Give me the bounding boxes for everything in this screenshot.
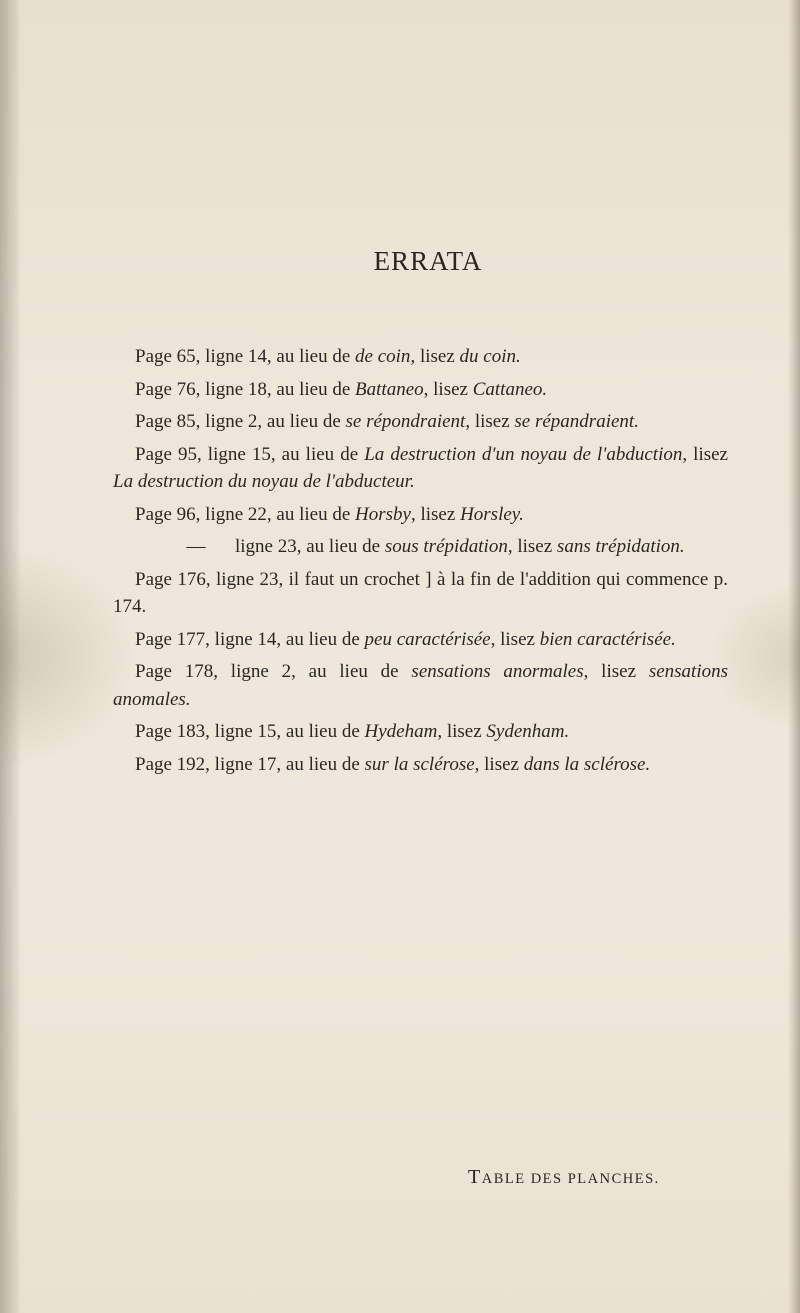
- entry-correct: Horsley.: [460, 503, 524, 525]
- entry-text: , lisez: [507, 536, 557, 557]
- entry-text: Page 85, ligne 2, au lieu de: [135, 411, 346, 432]
- entry-text: , lisez: [410, 346, 460, 367]
- errata-entry-1: [113, 343, 728, 371]
- errata-entry-9: [113, 658, 728, 713]
- entry-text: Page 65, ligne 14, au lieu de: [135, 346, 356, 367]
- entry-correct: Cattaneo.: [472, 378, 548, 400]
- errata-entry-7: [113, 566, 728, 621]
- entry-text: , lisez: [474, 753, 524, 775]
- errata-entry-8: [113, 626, 728, 654]
- entry-text: Page 192, ligne 17, au lieu de: [135, 753, 365, 775]
- entry-wrong: Battaneo: [355, 378, 424, 400]
- entry-wrong: peu caractérisée: [364, 628, 491, 650]
- entry-text: Page 177, ligne 14, au lieu de: [135, 628, 365, 650]
- errata-entry-3: [113, 408, 728, 436]
- entry-correct: sensations anomales.: [113, 661, 728, 710]
- entry-wrong: sous trépidation: [384, 536, 508, 557]
- entry-wrong: sensations anormales: [411, 661, 584, 682]
- entry-wrong: Hydeham: [364, 721, 438, 742]
- entry-wrong: sur la sclérose: [364, 753, 475, 775]
- entry-correct: Sydenham.: [486, 721, 570, 742]
- entry-text: Page 95, ligne 15, au lieu de: [135, 443, 365, 465]
- entry-text: , lisez: [423, 378, 473, 400]
- entry-text: Page 176, ligne 23, il faut un crochet ] à la fin de l'addition qui commence p. 174.: [113, 568, 728, 617]
- entry-text: , lisez: [490, 628, 540, 650]
- errata-entry-6: [113, 533, 728, 561]
- page-edge-shadow: [788, 0, 800, 1313]
- errata-entry-5: [113, 501, 728, 529]
- entry-text: Page 76, ligne 18, au lieu de: [135, 378, 356, 400]
- errata-entry-11: [113, 751, 728, 779]
- errata-entry-2: [113, 376, 728, 404]
- errata-entry-4: [113, 441, 728, 496]
- page-gutter-shadow: [0, 0, 22, 1313]
- entry-correct: dans la sclérose.: [523, 753, 651, 775]
- entry-text: ligne 23, au lieu de: [235, 536, 385, 557]
- entry-wrong: de coin: [355, 346, 411, 367]
- ditto-dash: —: [186, 536, 206, 557]
- entry-wrong: se répondraient: [345, 411, 466, 432]
- entry-text: Page 178, ligne 2, au lieu de: [135, 661, 412, 682]
- entry-correct: sans trépidation.: [556, 536, 685, 557]
- entry-text: Page 96, ligne 22, au lieu de: [135, 503, 356, 525]
- entry-correct: du coin.: [459, 346, 521, 367]
- footer-caption: [468, 1166, 660, 1189]
- footer-text: ABLE DES PLANCHES.: [481, 1171, 660, 1187]
- errata-entry-10: [113, 718, 728, 746]
- entry-text: , lisez: [437, 721, 487, 742]
- entry-text: , lisez: [682, 443, 728, 465]
- entry-correct: se répandraient.: [514, 411, 639, 432]
- entry-correct: bien caractérisée.: [539, 628, 676, 650]
- entry-text: , lisez: [583, 661, 649, 682]
- entry-wrong: La destruction d'un noyau de l'abduction: [364, 443, 683, 465]
- entry-text: Page 183, ligne 15, au lieu de: [135, 721, 365, 742]
- entry-wrong: Horsby: [355, 503, 411, 525]
- entry-text: , lisez: [410, 503, 461, 525]
- errata-list: [113, 343, 728, 783]
- footer-initial: T: [468, 1166, 482, 1188]
- entry-correct: La destruction du noyau de l'abducteur.: [113, 471, 415, 492]
- page-title: ERRATA: [373, 246, 483, 276]
- entry-text: , lisez: [465, 411, 515, 432]
